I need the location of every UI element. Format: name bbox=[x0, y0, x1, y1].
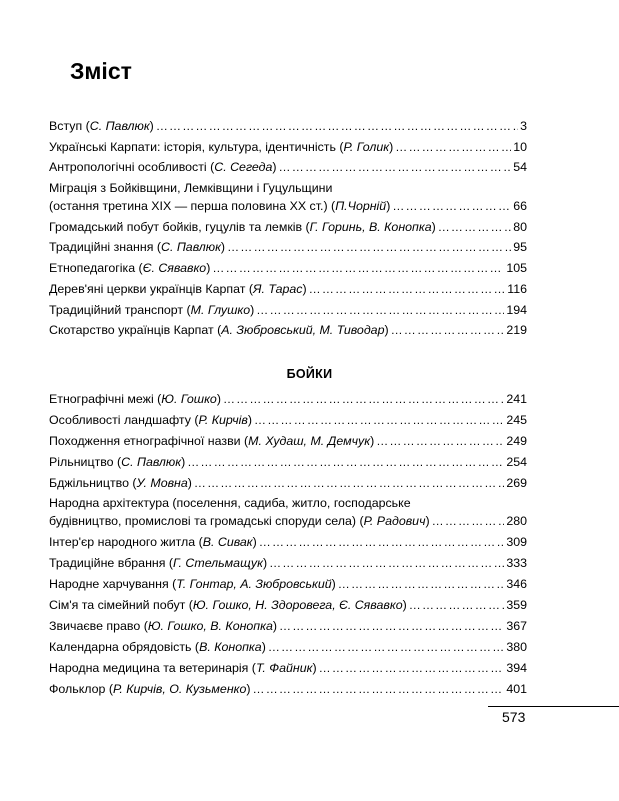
toc-entry bbox=[49, 321, 527, 339]
toc-entry-title: (остання третина ХІХ — перша половина ХХ ст.) ( bbox=[49, 199, 336, 214]
toc-entry bbox=[49, 238, 527, 256]
toc-entry-title: Сім'я та сімейний побут ( bbox=[49, 598, 193, 613]
toc-entry-text bbox=[49, 218, 436, 236]
dot-leader bbox=[212, 259, 504, 277]
dot-leader bbox=[409, 596, 505, 614]
toc-entry-text bbox=[49, 680, 251, 698]
toc-entry-line bbox=[49, 474, 527, 492]
toc-entry bbox=[49, 138, 527, 156]
toc-entry-author: С. Павлюк bbox=[89, 119, 150, 133]
toc-entry-author: М. Глушко bbox=[190, 302, 251, 317]
toc-entry-text bbox=[49, 321, 389, 339]
toc-entry-page-number: 3 bbox=[520, 119, 527, 133]
toc-entry-page-number: 254 bbox=[506, 454, 527, 469]
dot-leader bbox=[279, 617, 504, 635]
dot-leader bbox=[269, 554, 504, 572]
toc-entry-title: Особливості ландшафту ( bbox=[49, 412, 199, 427]
section-heading: БОЙКИ bbox=[286, 367, 333, 381]
toc-entry-author: Т. Файник bbox=[255, 660, 313, 675]
toc-entry-page-number: 245 bbox=[506, 412, 527, 427]
toc-entry-line bbox=[49, 596, 527, 614]
toc-entry-author: Г. Горинь, В. Конопка bbox=[309, 219, 432, 234]
toc-entry-text bbox=[49, 659, 317, 677]
toc-entry-first-line: Народна архітектура (поселення, садиба, житло, господарське bbox=[49, 496, 411, 511]
toc-entry-text bbox=[49, 197, 390, 215]
toc-entry-text bbox=[49, 411, 252, 429]
folio-rule bbox=[488, 706, 619, 707]
toc-entry-title: Скотарство українців Карпат ( bbox=[49, 323, 222, 338]
toc-entry-author: Я. Тарас bbox=[253, 281, 303, 296]
toc-entry-text bbox=[49, 638, 266, 656]
toc-entry-line bbox=[49, 411, 527, 429]
toc-entry-author: Ю. Гошко bbox=[161, 392, 217, 406]
toc-entry-line bbox=[49, 638, 527, 656]
toc-entry-line bbox=[49, 432, 527, 450]
toc-entry bbox=[49, 301, 527, 319]
toc-entry-line bbox=[49, 259, 527, 277]
toc-entry bbox=[49, 474, 527, 492]
toc-entry-page-number: 346 bbox=[506, 577, 527, 592]
toc-entry-line bbox=[49, 238, 527, 256]
toc-entry-title: Календарна обрядовість ( bbox=[49, 639, 200, 654]
toc-entry-author: Ю. Гошко, В. Конопка bbox=[147, 618, 273, 633]
toc-entry-author: В. Сивак bbox=[202, 535, 253, 550]
toc-entry-line bbox=[49, 390, 527, 408]
toc-entry-author: А. Зюбровський, М. Тиводар bbox=[221, 323, 385, 338]
toc-entry-line bbox=[49, 680, 527, 698]
toc-entry-line bbox=[49, 659, 527, 677]
toc-entry-close-paren: ) bbox=[262, 556, 268, 571]
dot-leader bbox=[156, 117, 518, 135]
toc-entry-close-paren: ) bbox=[261, 639, 266, 654]
toc-entry bbox=[49, 575, 527, 593]
toc-entry-line bbox=[49, 617, 527, 635]
toc-entry-author: С. Павлюк bbox=[161, 240, 221, 255]
toc-entry bbox=[49, 494, 527, 530]
toc-entry-text bbox=[49, 554, 267, 572]
toc-entry-close-paren: ) bbox=[389, 139, 394, 154]
toc-entry bbox=[49, 638, 527, 656]
toc-entry-author: Є. Сявавко bbox=[142, 261, 207, 276]
toc-entry-line bbox=[49, 453, 527, 471]
toc-entry-author: У. Мовна bbox=[136, 475, 188, 490]
toc-entry-author: С. Павлюк bbox=[121, 454, 182, 469]
dot-leader bbox=[187, 453, 504, 471]
toc-entry-author: Р. Кирчів bbox=[198, 412, 248, 427]
toc-intro-list bbox=[49, 117, 527, 342]
toc-entry-title: Етнопедагогіка ( bbox=[49, 261, 143, 276]
toc-entry-first-line: Міграція з Бойківщини, Лемківщини і Гуцульщини bbox=[49, 181, 333, 196]
toc-entry-close-paren: ) bbox=[425, 514, 430, 529]
toc-entry-close-paren: ) bbox=[206, 261, 211, 276]
toc-entry-close-paren: ) bbox=[149, 119, 154, 133]
dot-leader bbox=[438, 218, 511, 236]
toc-entry-close-paren: ) bbox=[272, 160, 277, 175]
toc-entry-close-paren: ) bbox=[402, 598, 407, 613]
toc-entry-close-paren: ) bbox=[312, 660, 317, 675]
toc-entry-title: Громадський побут бойків, гуцулів та лемків ( bbox=[49, 219, 310, 234]
dot-leader bbox=[194, 474, 504, 492]
toc-entry-page-number: 333 bbox=[506, 556, 527, 571]
toc-entry-text bbox=[49, 474, 192, 492]
toc-entry-line bbox=[49, 554, 527, 572]
toc-entry-page-number: 367 bbox=[506, 618, 527, 633]
toc-entry-close-paren: ) bbox=[220, 240, 226, 255]
toc-entry-author: Р. Радович bbox=[363, 514, 426, 529]
toc-entry-page-number: 66 bbox=[513, 199, 527, 214]
toc-entry-text bbox=[49, 138, 393, 156]
dot-leader bbox=[268, 638, 504, 656]
toc-entry-close-paren: ) bbox=[386, 199, 391, 214]
toc-entry-text bbox=[49, 512, 430, 530]
dot-leader bbox=[256, 301, 504, 319]
dot-leader bbox=[319, 659, 505, 677]
toc-entry-text bbox=[49, 259, 210, 277]
toc-entry-title: Дерев'яні церкви українців Карпат ( bbox=[49, 281, 253, 296]
page-number: 573 bbox=[502, 709, 526, 725]
toc-entry bbox=[49, 280, 527, 298]
dot-leader bbox=[392, 197, 511, 215]
toc-entry-line bbox=[49, 512, 527, 530]
dot-leader bbox=[279, 158, 512, 176]
toc-entry-line bbox=[49, 321, 527, 339]
dot-leader bbox=[338, 575, 505, 593]
toc-entry-line bbox=[49, 575, 527, 593]
dot-leader bbox=[227, 238, 511, 256]
toc-entry-page-number: 309 bbox=[506, 535, 527, 550]
toc-entry-page-number: 401 bbox=[506, 681, 527, 696]
toc-entry bbox=[49, 179, 527, 215]
toc-entry bbox=[49, 411, 527, 429]
toc-entry-title: Народна медицина та ветеринарія ( bbox=[49, 660, 256, 675]
page-title: Зміст bbox=[70, 58, 132, 84]
toc-entry bbox=[49, 117, 527, 135]
toc-entry-page-number: 219 bbox=[506, 323, 527, 338]
toc-entry-line bbox=[49, 197, 527, 215]
dot-leader bbox=[432, 512, 505, 530]
toc-entry-page-number: 280 bbox=[506, 514, 527, 529]
toc-entry-text bbox=[49, 301, 254, 319]
dot-leader bbox=[376, 432, 504, 450]
toc-entry-title: Українські Карпати: історія, культура, ідентичність ( bbox=[49, 139, 344, 154]
toc-entry-title: Традиційні знання ( bbox=[49, 240, 161, 255]
toc-entry-page-number: 54 bbox=[513, 160, 527, 175]
toc-entry-page-number: 105 bbox=[506, 261, 527, 276]
toc-entry-page-number: 241 bbox=[506, 392, 527, 406]
toc-entry-close-paren: ) bbox=[250, 302, 255, 317]
toc-entry bbox=[49, 617, 527, 635]
toc-entry-line bbox=[49, 218, 527, 236]
toc-entry-close-paren: ) bbox=[370, 433, 375, 448]
toc-entry-page-number: 95 bbox=[513, 240, 527, 255]
toc-entry bbox=[49, 554, 527, 572]
toc-entry-title: будівництво, промислові та громадські споруди села) ( bbox=[49, 514, 364, 529]
dot-leader bbox=[309, 280, 506, 298]
toc-entry-close-paren: ) bbox=[216, 392, 221, 406]
toc-entry-title: Походження етнографічної назви ( bbox=[49, 433, 249, 448]
toc-entry-line bbox=[49, 533, 527, 551]
toc-entry-author: Р. Голик bbox=[343, 139, 390, 154]
toc-entry-line bbox=[49, 280, 527, 298]
toc-entry-title: Інтер'єр народного житла ( bbox=[49, 535, 203, 550]
dot-leader bbox=[395, 138, 511, 156]
toc-entry-text bbox=[49, 533, 257, 551]
toc-entry bbox=[49, 453, 527, 471]
toc-boiky-list bbox=[49, 390, 527, 700]
toc-entry-title: Народне харчування ( bbox=[49, 577, 177, 592]
dot-leader bbox=[391, 321, 505, 339]
toc-entry-text bbox=[49, 596, 407, 614]
toc-entry-line bbox=[49, 158, 527, 176]
toc-entry-page-number: 194 bbox=[506, 302, 527, 317]
toc-entry bbox=[49, 390, 527, 408]
toc-entry-text bbox=[49, 390, 221, 408]
toc-entry-close-paren: ) bbox=[302, 281, 307, 296]
toc-entry-close-paren: ) bbox=[247, 412, 253, 427]
toc-entry bbox=[49, 680, 527, 698]
toc-entry-text bbox=[49, 117, 154, 135]
toc-entry-line bbox=[49, 117, 527, 135]
toc-entry-title: Традиційне вбрання ( bbox=[49, 556, 174, 571]
toc-entry-text bbox=[49, 238, 225, 256]
toc-entry bbox=[49, 659, 527, 677]
toc-entry-title: Антропологічні особливості ( bbox=[49, 160, 215, 175]
toc-entry bbox=[49, 596, 527, 614]
toc-entry-close-paren: ) bbox=[384, 323, 389, 338]
toc-entry-author: Т. Гонтар, А. Зюбровський bbox=[176, 577, 332, 592]
toc-entry-author: М. Худаш, М. Демчук bbox=[248, 433, 371, 448]
toc-entry-page-number: 116 bbox=[507, 281, 527, 296]
toc-entry-author: В. Конопка bbox=[199, 639, 262, 654]
toc-entry-text bbox=[49, 280, 307, 298]
toc-entry-line bbox=[49, 301, 527, 319]
toc-entry-author: Р. Кирчів, О. Кузьменко bbox=[113, 681, 247, 696]
dot-leader bbox=[259, 533, 505, 551]
toc-entry-page-number: 359 bbox=[506, 598, 527, 613]
toc-entry-page-number: 10 bbox=[513, 139, 527, 154]
toc-entry-close-paren: ) bbox=[187, 475, 192, 490]
toc-entry-title: Вступ ( bbox=[49, 119, 90, 133]
toc-entry-title: Традиційний транспорт ( bbox=[49, 302, 191, 317]
toc-entry-close-paren: ) bbox=[331, 577, 336, 592]
toc-entry-page-number: 249 bbox=[506, 433, 527, 448]
toc-entry-page-number: 394 bbox=[506, 660, 527, 675]
toc-entry-text bbox=[49, 575, 336, 593]
toc-entry-title: Фольклор ( bbox=[49, 681, 114, 696]
toc-entry-close-paren: ) bbox=[431, 219, 436, 234]
toc-entry bbox=[49, 218, 527, 236]
toc-entry-title: Звичаєве право ( bbox=[49, 618, 148, 633]
toc-entry-title: Рільництво ( bbox=[49, 454, 122, 469]
toc-entry-title: Бджільництво ( bbox=[49, 475, 137, 490]
dot-leader bbox=[223, 390, 504, 408]
toc-entry-close-paren: ) bbox=[181, 454, 186, 469]
toc-entry-author: С. Сегеда bbox=[214, 160, 273, 175]
toc-entry-text bbox=[49, 432, 374, 450]
toc-entry bbox=[49, 533, 527, 551]
toc-entry-text bbox=[49, 158, 277, 176]
toc-entry-author: П.Чорній bbox=[335, 199, 387, 214]
toc-entry-author: Г. Стельмащук bbox=[173, 556, 263, 571]
toc-entry-close-paren: ) bbox=[272, 618, 277, 633]
toc-entry-close-paren: ) bbox=[252, 535, 257, 550]
toc-entry-page-number: 269 bbox=[506, 475, 527, 490]
toc-entry-line bbox=[49, 138, 527, 156]
dot-leader bbox=[253, 680, 505, 698]
toc-entry-close-paren: ) bbox=[246, 681, 251, 696]
dot-leader bbox=[254, 411, 504, 429]
toc-entry-page-number: 380 bbox=[506, 639, 527, 654]
toc-entry bbox=[49, 259, 527, 277]
toc-entry bbox=[49, 158, 527, 176]
toc-entry-text bbox=[49, 617, 277, 635]
toc-entry bbox=[49, 432, 527, 450]
toc-entry-page-number: 80 bbox=[513, 219, 527, 234]
toc-entry-text bbox=[49, 453, 185, 471]
toc-entry-author: Ю. Гошко, Н. Здоровега, Є. Сявавко bbox=[192, 598, 403, 613]
toc-entry-title: Етнографічні межі ( bbox=[49, 392, 162, 406]
